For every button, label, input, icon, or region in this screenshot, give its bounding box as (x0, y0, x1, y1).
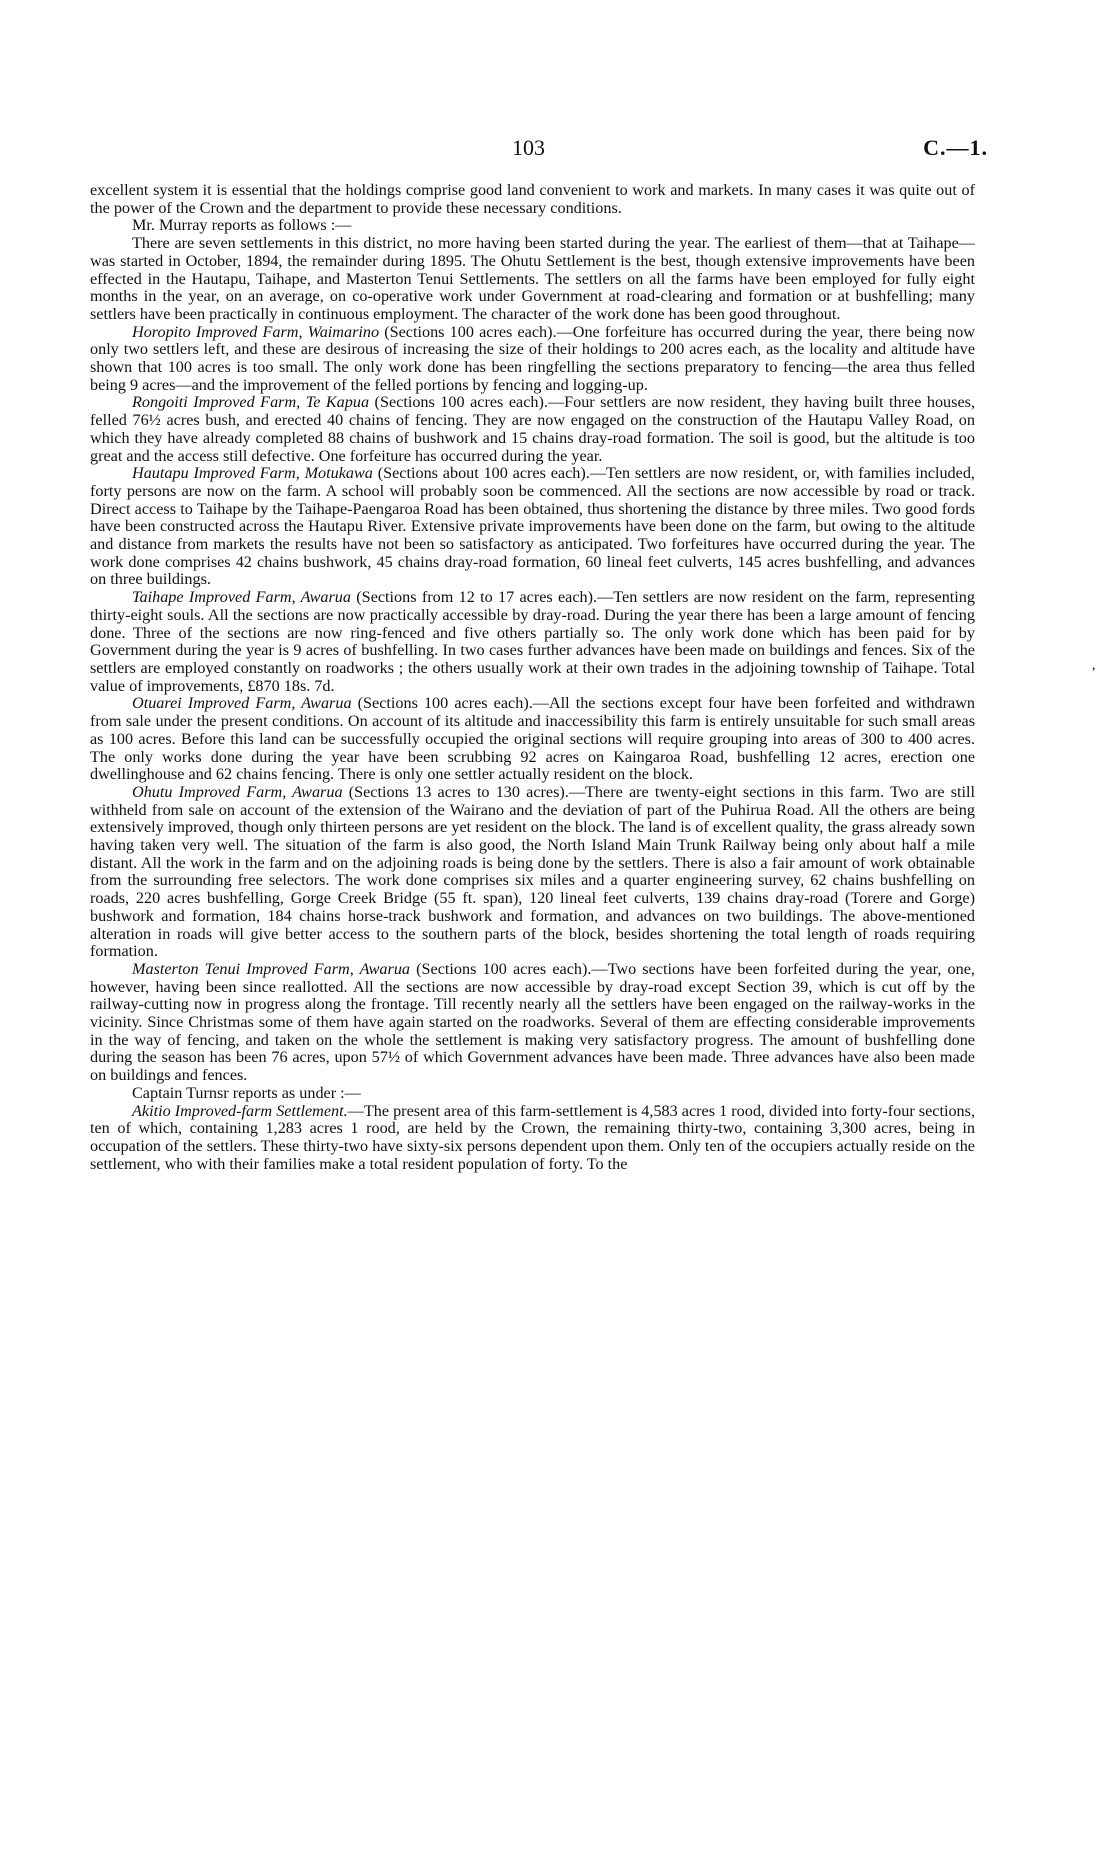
rongoiti-text: (Sections 100 acres each).—Four settlers are now resident, they having built three houses, felled 76½ acres bush, and erected 40 chains of fencing. They are now engaged on the construction of the Hautapu Valley Road, on which they have already completed 88 chains of bushwork and 15 chains dray-road formation. The soil is good, but the altitude is too great and the access still defective. One forfeiture has occurred during the year. (90, 393, 975, 465)
ohutu-farm-name: Ohutu Improved Farm, Awarua (132, 782, 343, 801)
document-reference: C.—1. (923, 135, 988, 160)
horopito-paragraph (90, 324, 975, 395)
settlements-overview-paragraph: There are seven settlements in this district, no more having been started during the year. The earliest of them—that at Taihape—was started in October, 1894, the remainder during 1895. The Ohutu Settlement is the best, though extensive improvements have been effected in the Hautapu, Taihape, and Masterton Tenui Settlements. The settlers on all the farms have been employed for fully eight months in the year, on an average, on co-operative work under Government at road-clearing and formation or at bushfelling; many settlers have been practically in continuous employment. The character of the work done has been good throughout. (90, 234, 975, 323)
akitio-text: —The present area of this farm-settlement is 4,583 acres 1 rood, divided into forty-four sections, ten of which, containing 1,283 acres 1 rood, are held by the Crown, the remaining thirty-two, containing 3,300 acres, being in occupation of the settlers. These thirty-two have sixty-six persons dependent upon them. Only ten of the occupiers actually reside on the settlement, who with their families make a total resident population of forty. To the (90, 1101, 976, 1173)
margin-mark-icon: , (1092, 658, 1096, 673)
rongoiti-paragraph (90, 394, 975, 465)
opening-paragraph: excellent system it is essential that the holdings comprise good land convenient to work and markets. In many cases it was quite out of the power of the Crown and the department to provide these necessary conditions. (90, 181, 975, 217)
otuarei-farm-name: Otuarei Improved Farm, Awarua (132, 694, 352, 713)
ohutu-paragraph (90, 784, 975, 961)
hautapu-farm-name: Hautapu Improved Farm, Motukawa (132, 464, 373, 483)
taihape-farm-name: Taihape Improved Farm, Awarua (132, 588, 351, 607)
ohutu-text: (Sections 13 acres to 130 acres).—There are twenty-eight sections in this farm. Two are still withheld from sale on account of the extension of the Wairano and the deviation of part of the Puhirua Road. All the others are being extensively improved, though only thirteen persons are yet resident on the block. The land is of excellent quality, the grass already sown having taken very well. The situation of the farm is also good, the North Island Main Trunk Railway being only about half a mile distant. All the work in the farm and on the adjoining roads is being done by the settlers. There is also a fair amount of work obtainable from the surrounding free selectors. The work done comprises six miles and a quarter engineering survey, 62 chains bushfelling on roads, 220 acres bushfelling, Gorge Creek Bridge (55 ft. span), 120 lineal feet culverts, 139 chains dray-road (Torere and Gorge) bushwork and formation, 184 chains horse-track bushwork and formation, and advances on two buildings. The above-mentioned alteration in roads will give better access to the southern parts of the block, besides shortening the total length of roads requiring formation. (90, 782, 975, 961)
report-body (90, 182, 975, 1173)
akitio-paragraph (90, 1103, 975, 1174)
hautapu-paragraph (90, 465, 975, 589)
rongoiti-farm-name: Rongoiti Improved Farm, Te Kapua (132, 393, 370, 412)
masterton-text: (Sections 100 acres each).—Two sections have been forfeited during the year, one, however, having been since reallotted. All the sections are now accessible by dray-road except Section 39, which is cut off by the railway-cutting now in progress along the frontage. Till recently nearly all the settlers have been engaged on the railway-works in the vicinity. Since Christmas some of them have again started on the roadworks. Several of them are effecting considerable improvements in the way of fencing, and taken on the whole the settlement is making very satisfactory progress. The amount of bushfelling done during the season has been 76 acres, upon 57½ of which Government advances have been made. Three advances have also been made on buildings and fences. (90, 959, 975, 1085)
horopito-text: (Sections 100 acres each).—One forfeiture has occurred during the year, there being now only two settlers left, and these are desirous of increasing the size of their holdings to 200 acres each, as the locality and altitude have shown that 100 acres is too small. The only work done has been ringfelling the sections preparatory to fencing—the area thus felled being 9 acres—and the improvement of the felled portions by fencing and logging-up. (90, 322, 975, 394)
otuarei-paragraph (90, 695, 975, 784)
hautapu-text: (Sections about 100 acres each).—Ten settlers are now resident, or, with families included, forty persons are now on the farm. A school will probably soon be commenced. All the sections are now accessible by road or track. Direct access to Taihape by the Taihape-Paengaroa Road has been obtained, thus shortening the distance by three miles. Two good fords have been constructed across the Hautapu River. Extensive private improvements have been done on the farm, but owing to the altitude and distance from markets the results have not been so satisfactory as anticipated. Two forfeitures have occurred during the year. The work done comprises 42 chains bushwork, 45 chains dray-road formation, 60 lineal feet culverts, 145 acres bushfelling, and advances on three buildings. (90, 464, 975, 589)
page-number: 103 (512, 135, 545, 160)
turner-report-intro: Captain Turnsr reports as under :— (132, 1083, 361, 1102)
murray-report-intro: Mr. Murray reports as follows :— (132, 216, 352, 235)
page-header (0, 135, 1114, 165)
horopito-farm-name: Horopito Improved Farm, Waimarino (132, 322, 380, 341)
taihape-text: (Sections from 12 to 17 acres each).—Ten settlers are now resident on the farm, representing thirty-eight souls. All the sections are now practically accessible by dray-road. During the year there has been a large amount of fencing done. Three of the sections are now ring-fenced and five others partially so. The only work done which has been paid for by Government during the year is 9 acres of bushfelling. In two cases further advances have been made on buildings and fences. Six of the settlers are employed constantly on roadworks ; the others usually work at their own trades in the adjoining township of Taihape. Total value of improvements, £870 18s. 7d. (90, 588, 975, 695)
otuarei-text: (Sections 100 acres each).—All the sections except four have been forfeited and withdrawn from sale under the present conditions. On account of its altitude and inaccessibility this farm is entirely unsuitable for such small areas as 100 acres. Before this land can be successfully occupied the original sections will require grouping into areas of 300 to 400 acres. The only works done during the year have been scrubbing 92 acres on Kaingaroa Road, bushfelling 12 acres, erection one dwellinghouse and 62 chains fencing. There is only one settler actually resident on the block. (90, 694, 975, 784)
masterton-paragraph (90, 961, 975, 1085)
akitio-farm-name: Akitio Improved-farm Settlement. (132, 1101, 348, 1120)
masterton-farm-name: Masterton Tenui Improved Farm, Awarua (132, 959, 411, 978)
taihape-paragraph (90, 589, 975, 695)
